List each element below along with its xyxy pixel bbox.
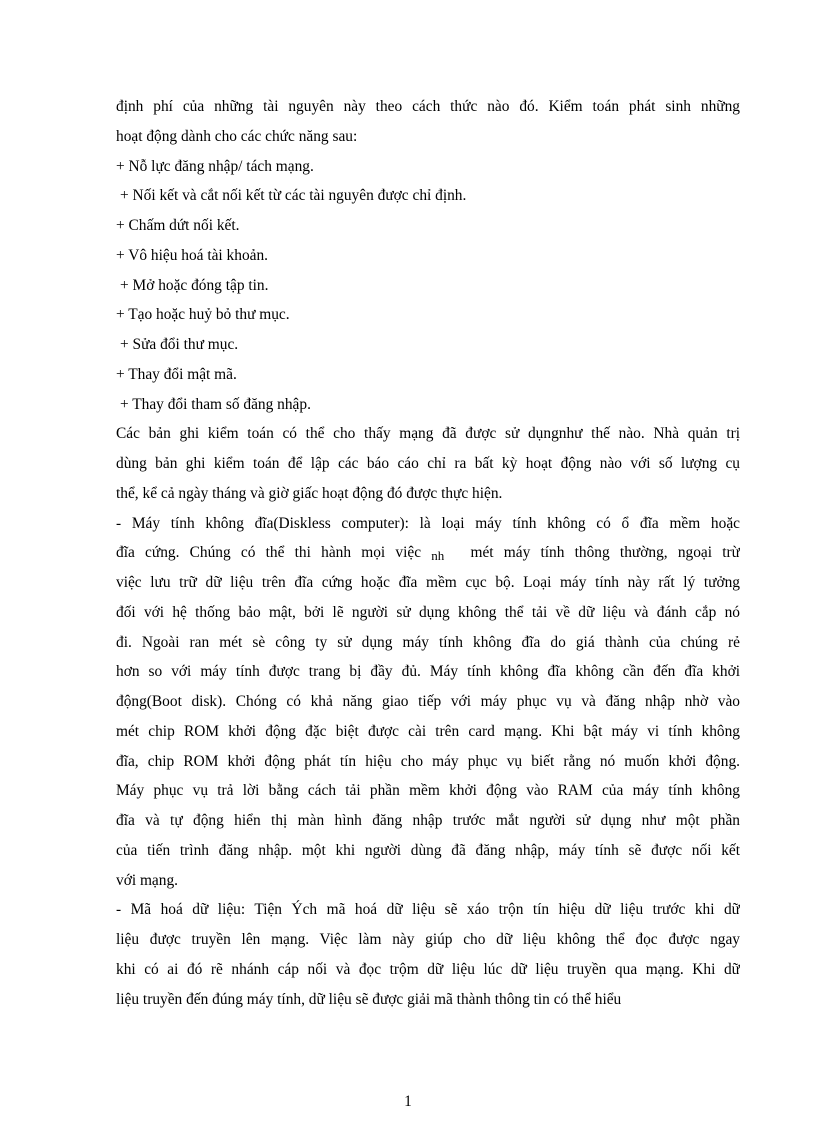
- paragraph-line: dùng bản ghi kiểm toán để lập các báo cáo chỉ ra bất kỳ hoạt động nào với số lượng cụ: [116, 455, 740, 472]
- paragraph-line: liệu truyền đến đúng máy tính, dữ liệu sẽ được giải mã thành thông tin có thể hiểu: [116, 990, 622, 1008]
- paragraph-line: của tiến trình đăng nhập. một khi người dùng đã đăng nhập, máy tính sẽ được nối kết: [116, 841, 740, 859]
- paragraph-line: việc lưu trữ dữ liệu trên đĩa cứng hoặc đĩa mềm cục bộ. Loại máy tính này rất lý tưởng: [116, 574, 740, 591]
- paragraph-line: Các bản ghi kiểm toán có thể cho thấy mạng đã được sử dụngnhư thế nào. Nhà quản trị: [116, 425, 740, 443]
- line-segment: đĩa cứng. Chúng có thể thi hành mọi việc: [116, 544, 422, 562]
- paragraph-line: - Mã hoá dữ liệu: Tiện Ých mã hoá dữ liệu sẽ xáo trộn tín hiệu dữ liệu trước khi dữ: [116, 901, 740, 919]
- bullet-item: + Vô hiệu hoá tài khoản.: [116, 246, 269, 264]
- bullet-item: + Chấm dứt nối kết.: [116, 217, 240, 234]
- bullet-item: + Thay đổi mật mã.: [116, 365, 237, 383]
- subscript-fragment: nh: [431, 548, 445, 564]
- paragraph-line: đĩa, chip ROM khởi động phát tín hiệu cho máy phục vụ biết rằng nó muốn khởi động.: [116, 752, 740, 770]
- bullet-item: + Nỗ lực đăng nhập/ tách mạng.: [116, 157, 314, 175]
- paragraph-line: đi. Ngoài ran mét sè công ty sử dụng máy tính không đĩa do giá thành của chúng rẻ: [116, 633, 740, 651]
- paragraph-line: hơn so với máy tính được trang bị đầy đủ. Máy tính không đĩa không cần đến đĩa khởi: [116, 663, 740, 681]
- paragraph-line: liệu được truyền lên mạng. Việc làm này giúp cho dữ liệu không thể đọc được ngay: [116, 931, 740, 948]
- bullet-item: + Nối kết và cắt nối kết từ các tài nguyên được chỉ định.: [120, 187, 467, 205]
- paragraph-line: mét chip ROM khởi động đặc biệt được cài trên card mạng. Khi bật máy vi tính không: [116, 722, 740, 740]
- paragraph-line: Máy phục vụ trả lời bằng cách tải phần mềm khởi động vào RAM của máy tính không: [116, 782, 740, 800]
- paragraph-line: động(Boot disk). Chóng có khả năng giao tiếp với máy phục vụ và đăng nhập nhờ vào: [116, 693, 740, 710]
- paragraph-line: thể, kể cả ngày tháng và giờ giấc hoạt động đó được thực hiện.: [116, 484, 503, 502]
- page-number: 1: [404, 1093, 412, 1110]
- line-segment: mét máy tính thông thường, ngoại trừ: [470, 544, 740, 562]
- paragraph-line: với mạng.: [116, 871, 178, 889]
- paragraph-line: định phí của những tài nguyên này theo cách thức nào đó. Kiểm toán phát sinh những: [116, 98, 740, 115]
- document-body: [116, 92, 740, 1014]
- paragraph-line: đối với hệ thống bảo mật, bởi lẽ người sử dụng không thể tải về dữ liệu và đánh cắp nó: [116, 603, 740, 621]
- bullet-item: + Tạo hoặc huỷ bỏ thư mục.: [116, 306, 290, 324]
- paragraph-line: - Máy tính không đĩa(Diskless computer): là loại máy tính không có ổ đĩa mềm hoặc: [116, 514, 740, 532]
- paragraph-line: khi có ai đó rẽ nhánh cáp nối và đọc trộm dữ liệu lúc dữ liệu truyền qua mạng. Khi dữ: [116, 960, 740, 978]
- bullet-item: + Mở hoặc đóng tập tin.: [120, 276, 269, 294]
- paragraph-line: hoạt động dành cho các chức năng sau:: [116, 127, 358, 145]
- paragraph-line: [116, 538, 740, 568]
- bullet-item: + Sửa đổi thư mục.: [120, 336, 239, 353]
- paragraph-line: đĩa và tự động hiển thị màn hình đăng nhập trước mắt người sử dụng như một phần: [116, 812, 740, 829]
- bullet-item: + Thay đổi tham số đăng nhập.: [120, 395, 311, 413]
